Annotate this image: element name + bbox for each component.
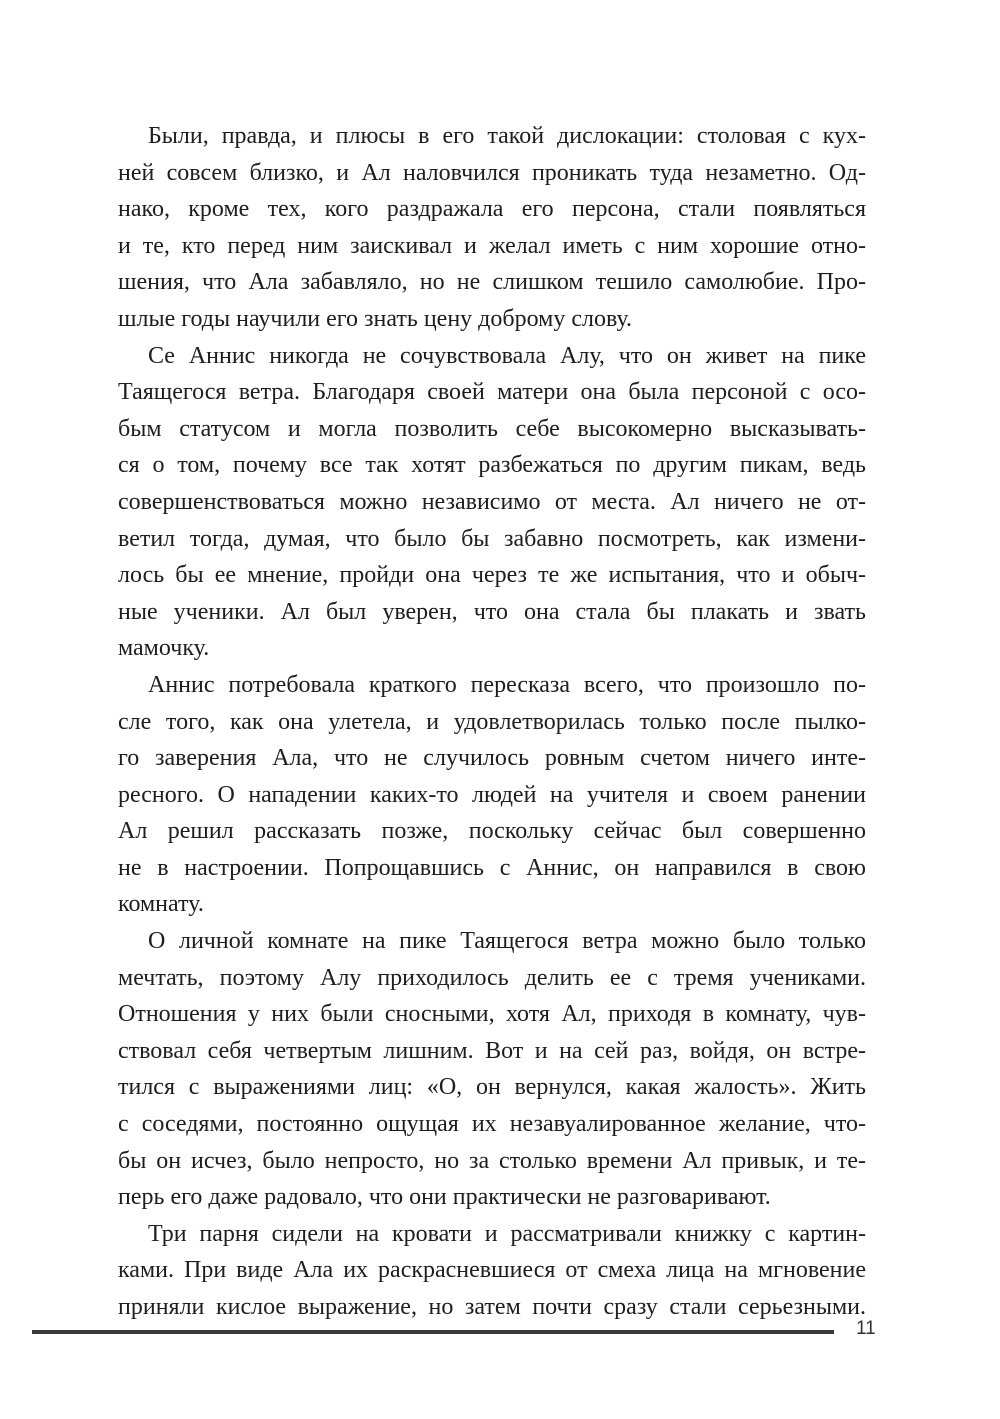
text-line: Ал решил рассказать позже, поскольку сейчас был совершенно	[118, 818, 866, 845]
text-line: Аннис потребовала краткого пересказа всего, что произошло по-	[148, 671, 866, 698]
text-line: го заверения Ала, что не случилось ровным счетом ничего инте-	[118, 745, 866, 772]
footer-rule	[32, 1330, 834, 1334]
page-number: 11	[856, 1318, 876, 1339]
text-line: тился с выражениями лиц: «О, он вернулся, какая жалость». Жить	[118, 1074, 866, 1101]
text-line: Таящегося ветра. Благодаря своей матери она была персоной с осо-	[118, 379, 866, 406]
text-line: Были, правда, и плюсы в его такой дислокации: столовая с кух-	[148, 123, 866, 149]
text-line: и те, кто перед ним заискивал и желал иметь с ним хорошие отно-	[118, 232, 866, 259]
text-line: нако, кроме тех, кого раздражала его персона, стали появляться	[118, 196, 866, 223]
text-line: шения, что Ала забавляло, но не слишком тешило самолюбие. Про-	[118, 269, 866, 296]
text-line: ней совсем близко, и Ал наловчился проникать туда незаметно. Од-	[118, 159, 866, 186]
paragraph	[118, 1216, 866, 1326]
text-line: О личной комнате на пике Таящегося ветра можно было только	[148, 928, 866, 955]
text-line: бы он исчез, было непросто, но за столько времени Ал привык, и те-	[118, 1147, 866, 1174]
text-line: шлые годы научили его знать цену доброму слову.	[118, 305, 633, 332]
text-line: ные ученики. Ал был уверен, что она стала бы плакать и звать	[118, 598, 866, 625]
text-line: лось бы ее мнение, пройди она через те же испытания, что и обыч-	[118, 562, 866, 589]
text-line: не в настроении. Попрощавшись с Аннис, он направился в свою	[118, 854, 866, 881]
text-line: перь его даже радовало, что они практически не разговаривают.	[118, 1184, 771, 1211]
body-text	[118, 118, 866, 1326]
paragraph	[118, 338, 866, 667]
text-line: комнату.	[118, 891, 204, 918]
paragraph	[118, 667, 866, 923]
text-line: Се Аннис никогда не сочувствовала Алу, что он живет на пике	[148, 342, 866, 369]
text-line: мамочку.	[118, 635, 210, 662]
text-line: с соседями, постоянно ощущая их незавуалированное желание, что-	[118, 1111, 866, 1138]
text-line: ветил тогда, думая, что было бы забавно посмотреть, как измени-	[118, 525, 866, 552]
text-line: бым статусом и могла позволить себе высокомерно высказывать-	[118, 415, 866, 442]
text-line: ствовал себя четвертым лишним. Вот и на сей раз, войдя, он встре-	[118, 1037, 866, 1064]
text-line: приняли кислое выражение, но затем почти сразу стали серьезными.	[118, 1294, 866, 1320]
text-line: совершенствоваться можно независимо от места. Ал ничего не от-	[118, 488, 866, 515]
text-line: сле того, как она улетела, и удовлетворилась только после пылко-	[118, 708, 866, 735]
paragraph	[118, 118, 866, 338]
text-line: ся о том, почему все так хотят разбежаться по другим пикам, ведь	[118, 452, 866, 479]
text-line: Отношения у них были сносными, хотя Ал, приходя в комнату, чув-	[118, 1001, 866, 1028]
paragraph	[118, 923, 866, 1216]
text-line: Три парня сидели на кровати и рассматривали книжку с картин-	[148, 1220, 866, 1247]
text-line: мечтать, поэтому Алу приходилось делить ее с тремя учениками.	[118, 964, 866, 991]
text-line: ресного. О нападении каких-то людей на учителя и своем ранении	[118, 781, 866, 808]
text-line: ками. При виде Ала их раскрасневшиеся от смеха лица на мгновение	[118, 1257, 866, 1284]
